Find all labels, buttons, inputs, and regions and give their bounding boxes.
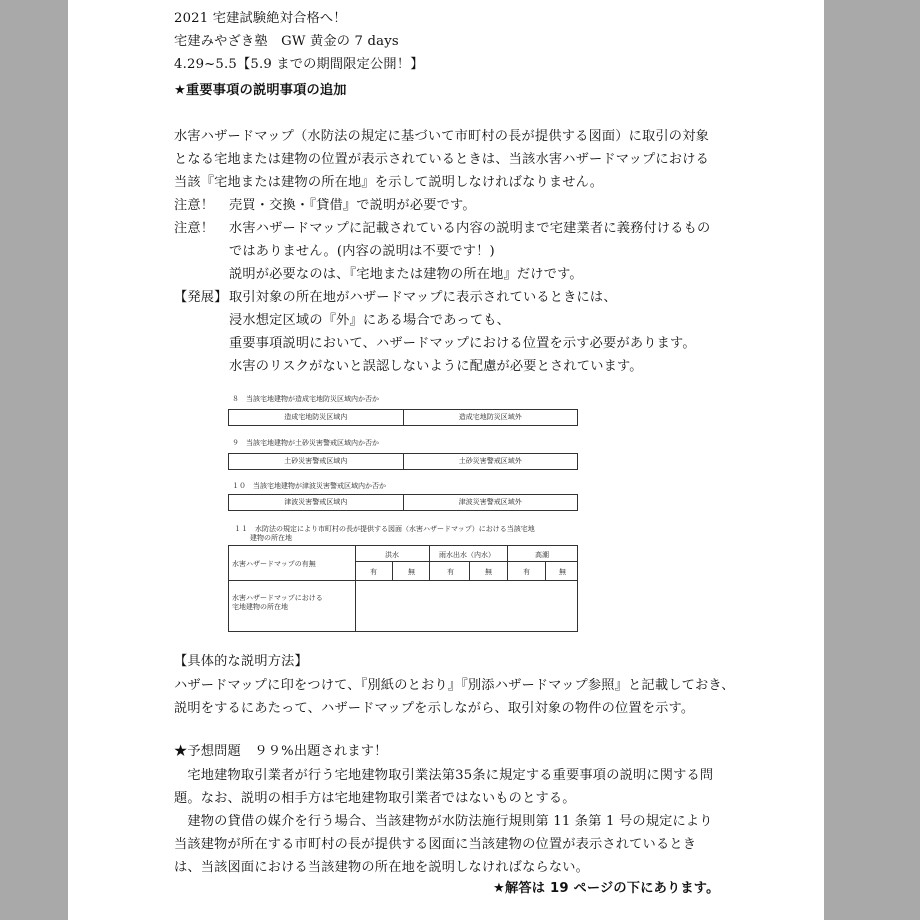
note-label: 注意！	[174, 221, 215, 236]
yes-cell: 有	[447, 568, 454, 576]
no-cell: 無	[559, 568, 566, 576]
grid-line	[392, 561, 393, 580]
hazard-map-table	[228, 545, 578, 632]
development-text: 重要事項説明において、ハザードマップにおける位置を示す必要があります。	[229, 336, 696, 351]
row-label-location: 水害ハザードマップにおける	[232, 594, 323, 602]
document-page	[68, 0, 824, 920]
section-title: ★重要事項の説明事項の追加	[174, 83, 347, 98]
form-cell: 津波災害警戒区域外	[403, 495, 578, 510]
form-caption-9: ９ 当該宅地建物が土砂災害警戒区域内か否か	[232, 439, 379, 447]
development-text: 水害のリスクがないと誤認しないように配慮が必要とされています。	[229, 359, 643, 374]
no-cell: 無	[408, 568, 415, 576]
header-line-3: 4.29~5.5【5.9 までの期間限定公開！】	[174, 57, 424, 72]
method-line: ハザードマップに印をつけて、『別紙のとおり』『別添ハザードマップ参照』と記載しておき、	[174, 678, 735, 693]
col-flood: 洪水	[385, 551, 399, 559]
body-line: となる宅地または建物の位置が表示されているときは、当該水害ハザードマップにおける	[174, 152, 709, 167]
form-cell: 土砂災害警戒区域外	[403, 454, 578, 469]
form-cell: 土砂災害警戒区域内	[284, 457, 348, 465]
form-cell: 津波災害警戒区域内	[284, 498, 348, 506]
form-cell: 造成宅地防災区域内	[284, 413, 348, 421]
development-label: 【発展】	[174, 290, 228, 305]
method-line: 説明をするにあたって、ハザードマップを示しながら、取引対象の物件の位置を示す。	[174, 701, 695, 716]
form-row-9	[228, 453, 578, 470]
grid-line	[429, 546, 430, 580]
header-line-1: 2021 宅建試験絶対合格へ！	[174, 11, 347, 26]
question-line: 当該建物が所在する市町村の長が提供する図面に当該建物の位置が表示されているとき	[174, 837, 697, 852]
form-row-8	[228, 409, 578, 426]
question-line: 題。なお、説明の相手方は宅地建物取引業者ではないものとする。	[174, 791, 576, 806]
development-text: 取引対象の所在地がハザードマップに表示されているときには、	[229, 290, 617, 305]
note-text: 説明が必要なのは、『宅地または建物の所在地』だけです。	[229, 267, 583, 282]
yes-cell: 有	[370, 568, 377, 576]
grid-line	[507, 546, 508, 580]
form-row-10	[228, 494, 578, 511]
no-cell: 無	[485, 568, 492, 576]
header-line-2: 宅建みやざき塾 GW 黄金の 7 days	[174, 34, 399, 49]
row-label-location-cont: 宅地建物の所在地	[232, 603, 288, 611]
yes-cell: 有	[523, 568, 530, 576]
body-line: 水害ハザードマップ（水防法の規定に基づいて市町村の長が提供する図面）に取引の対象	[174, 129, 709, 144]
grid-line	[545, 561, 546, 580]
col-inland: 雨水出水（内水）	[439, 551, 495, 559]
form-caption-11: １１ 水防法の規定により市町村の長が提供する図面（水害ハザードマップ）における当該宅地	[234, 525, 535, 533]
question-line: 建物の貸借の媒介を行う場合、当該建物が水防法施行規則第 11 条第 1 号の規定により	[174, 814, 713, 829]
form-caption-11-cont: 建物の所在地	[250, 534, 292, 542]
note-text: 水害ハザードマップに記載されている内容の説明まで宅建業者に義務付けるもの	[229, 221, 711, 236]
question-line: は、当該図面における当該建物の所在地を説明しなければならない。	[174, 860, 590, 875]
answer-note: ★解答は 19 ページの下にあります。	[493, 881, 720, 896]
form-cell: 造成宅地防災区域外	[403, 410, 578, 425]
body-line: 当該『宅地または建物の所在地』を示して説明しなければなりません。	[174, 175, 604, 190]
note-text: 売買・交換・『貸借』で説明が必要です。	[229, 198, 476, 213]
grid-line	[355, 561, 577, 562]
grid-line	[355, 546, 356, 631]
method-title: 【具体的な説明方法】	[174, 654, 308, 669]
form-caption-10: １０ 当該宅地建物が津波災害警戒区域内か否か	[232, 482, 386, 490]
question-title: ★予想問題 ９９%出題されます！	[174, 744, 388, 759]
form-caption-8: ８ 当該宅地建物が造成宅地防災区域内か否か	[232, 395, 379, 403]
note-text: ではありません。(内容の説明は不要です！)	[229, 244, 495, 259]
grid-line	[469, 561, 470, 580]
grid-line	[229, 580, 577, 581]
col-tide: 高潮	[535, 551, 549, 559]
development-text: 浸水想定区域の『外』にある場合であっても、	[229, 313, 511, 328]
row-label-hazard-map: 水害ハザードマップの有無	[232, 560, 316, 568]
note-label: 注意！	[174, 198, 215, 213]
question-line: 宅地建物取引業者が行う宅地建物取引業法第35条に規定する重要事項の説明に関する問	[174, 768, 714, 783]
